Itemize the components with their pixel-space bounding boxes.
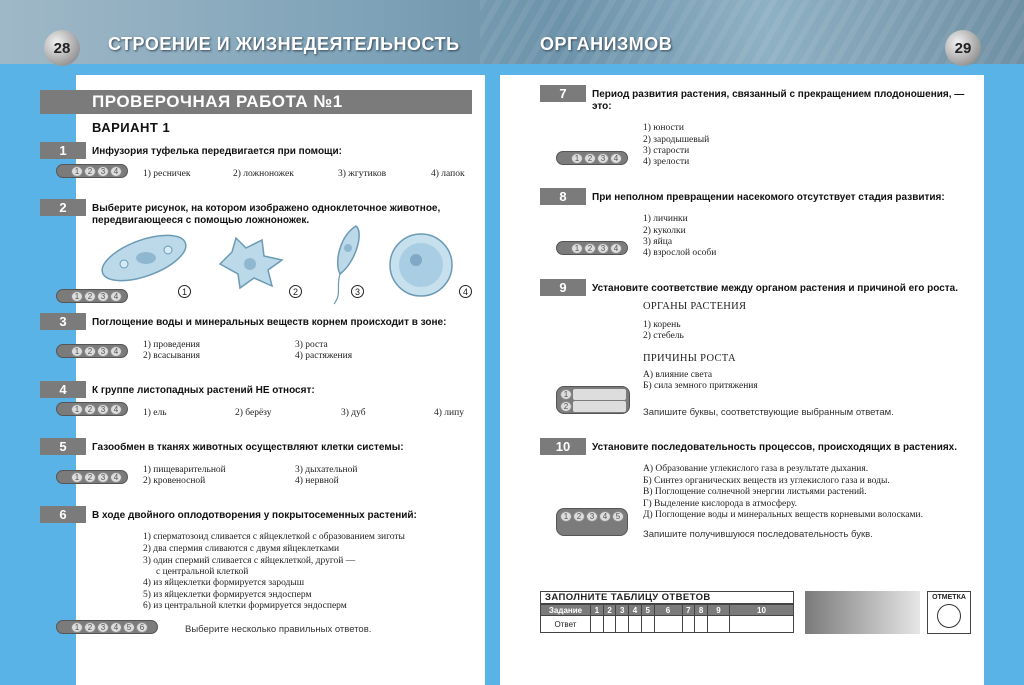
q4-option-3: 3) дуб: [341, 408, 366, 418]
answer-bubbles-q7[interactable]: [556, 151, 628, 165]
q6-note: Выберите несколько правильных ответов.: [185, 624, 372, 635]
q9-cause-a: А) влияние света: [643, 370, 713, 380]
q9-organ-1: 1) корень: [643, 320, 681, 330]
answer-table-col-8: 8: [695, 605, 708, 616]
q6-option-5: 5) из яйцеклетки формируется эндосперм: [143, 590, 312, 600]
question-8-text: При неполном превращении насекомого отсутствует стадия развития:: [592, 192, 945, 203]
answer-table-answer-label: Ответ: [541, 616, 591, 633]
sequence-slot[interactable]: 4: [599, 511, 611, 522]
bubble[interactable]: 4: [110, 291, 122, 302]
grade-box[interactable]: [927, 591, 971, 634]
bubble[interactable]: 1: [71, 291, 83, 302]
bubble[interactable]: 2: [584, 243, 596, 254]
question-7-text: Период развития растения, связанный с прекращением плодоношения, — это:: [592, 89, 965, 112]
pair-label-2: 2: [560, 401, 572, 412]
variant-label: ВАРИАНТ 1: [92, 120, 171, 135]
q7-option-2: 2) зародышевый: [643, 135, 710, 145]
q1-option-2: 2) ложноножек: [233, 169, 294, 179]
q1-option-3: 3) жгутиков: [338, 169, 387, 179]
q5-option-2: 2) кровеносной: [143, 476, 206, 486]
question-9-text: Установите соответствие между органом растения и причиной его роста.: [592, 283, 958, 294]
chapter-title-left: СТРОЕНИЕ И ЖИЗНЕДЕЯТЕЛЬНОСТЬ: [108, 34, 460, 54]
answer-table-title: ЗАПОЛНИТЕ ТАБЛИЦУ ОТВЕТОВ: [540, 591, 794, 604]
sequence-slot[interactable]: 3: [586, 511, 598, 522]
bubble[interactable]: 4: [110, 346, 122, 357]
q3-option-3: 3) роста: [295, 340, 328, 350]
test-title: ПРОВЕРОЧНАЯ РАБОТА №1: [40, 90, 472, 114]
answer-bubbles-q6[interactable]: [56, 620, 158, 634]
q8-option-2: 2) куколки: [643, 226, 686, 236]
answer-cell[interactable]: [641, 616, 654, 633]
q8-option-1: 1) личинки: [643, 214, 688, 224]
bubble[interactable]: 2: [84, 622, 96, 633]
answer-table-col-9: 9: [708, 605, 730, 616]
bubble[interactable]: 4: [110, 622, 122, 633]
question-number-10: 10: [540, 438, 586, 455]
q3-option-4: 4) растяжения: [295, 351, 353, 361]
answer-pairs-q9[interactable]: [556, 386, 630, 414]
picture-label-1: 1: [178, 285, 191, 298]
question-number-3: 3: [40, 313, 86, 330]
bubble[interactable]: 1: [71, 622, 83, 633]
answer-table: [540, 604, 794, 633]
bubble[interactable]: 3: [97, 404, 109, 415]
question-6-text: В ходе двойного оплодотворения у покрытосеменных растений:: [92, 510, 417, 521]
answer-bubbles-q1[interactable]: [56, 164, 128, 178]
q10-option-b: Б) Синтез органических веществ из углекислого газа и воды.: [643, 476, 890, 486]
answer-table-col-6: 6: [654, 605, 682, 616]
bubble[interactable]: 3: [97, 346, 109, 357]
sequence-slot[interactable]: 5: [612, 511, 624, 522]
pair-answer-field-1[interactable]: [573, 389, 626, 400]
question-number-8: 8: [540, 188, 586, 205]
amoeba-picture: [210, 234, 288, 290]
pair-answer-field-2[interactable]: [573, 401, 626, 412]
question-number-1: 1: [40, 142, 86, 159]
question-number-7: 7: [540, 85, 586, 102]
q3-option-2: 2) всасывания: [143, 351, 200, 361]
q9-causes-heading: ПРИЧИНЫ РОСТА: [643, 353, 736, 364]
question-number-4: 4: [40, 381, 86, 398]
q10-option-g: Г) Выделение кислорода в атмосферу.: [643, 499, 798, 509]
q3-option-1: 1) проведения: [143, 340, 200, 350]
grade-circle[interactable]: [937, 604, 961, 628]
q7-option-1: 1) юности: [643, 123, 684, 133]
bubble[interactable]: 6: [136, 622, 148, 633]
q6-option-3-cont: с центральной клеткой: [156, 567, 249, 577]
bubble[interactable]: 3: [97, 622, 109, 633]
q4-option-1: 1) ель: [143, 408, 167, 418]
q6-option-6: 6) из центральной клетки формируется эндосперм: [143, 601, 347, 611]
q8-option-3: 3) яйца: [643, 237, 673, 247]
answer-table-col-10: 10: [730, 605, 794, 616]
q4-option-4: 4) липу: [434, 408, 464, 418]
q9-note: Запишите буквы, соответствующие выбранным ответам.: [643, 407, 894, 418]
q5-option-4: 4) нервной: [295, 476, 339, 486]
q1-option-1: 1) ресничек: [143, 169, 191, 179]
bubble[interactable]: 3: [597, 243, 609, 254]
q8-option-4: 4) взрослой особи: [643, 248, 717, 258]
answer-cell[interactable]: [654, 616, 682, 633]
answer-cell[interactable]: [730, 616, 794, 633]
answer-cell[interactable]: [616, 616, 629, 633]
bubble[interactable]: 4: [110, 472, 122, 483]
answer-cell[interactable]: [591, 616, 604, 633]
q6-option-2: 2) два спермия сливаются с двумя яйцеклетками: [143, 544, 340, 554]
q10-note: Запишите получившуюся последовательность букв.: [643, 529, 873, 540]
answer-table-col-1: 1: [591, 605, 604, 616]
grade-gradient-strip: [805, 591, 920, 634]
q10-option-d: Д) Поглощение воды и минеральных веществ корневыми волосками.: [643, 510, 923, 520]
picture-label-3: 3: [351, 285, 364, 298]
q10-option-v: В) Поглощение солнечной энергии листьями растений.: [643, 487, 867, 497]
q10-option-a: А) Образование углекислого газа в результате дыхания.: [643, 464, 869, 474]
bubble[interactable]: 3: [97, 472, 109, 483]
question-1-text: Инфузория туфелька передвигается при помощи:: [92, 146, 342, 157]
answer-cell[interactable]: [708, 616, 730, 633]
picture-label-4: 4: [459, 285, 472, 298]
bubble[interactable]: 2: [84, 166, 96, 177]
bubble[interactable]: 2: [584, 153, 596, 164]
answer-bubbles-q3[interactable]: [56, 344, 128, 358]
pair-label-1: 1: [560, 389, 572, 400]
answer-cell[interactable]: [695, 616, 708, 633]
chapter-title-right: ОРГАНИЗМОВ: [540, 34, 673, 54]
right-page-number: 29: [945, 30, 981, 66]
q7-option-4: 4) зрелости: [643, 157, 690, 167]
answer-table-task-label: Задание: [541, 605, 591, 616]
q9-cause-b: Б) сила земного притяжения: [643, 381, 758, 391]
q1-option-4: 4) лапок: [431, 169, 465, 179]
question-4-text: К группе листопадных растений НЕ относят:: [92, 385, 315, 396]
bubble[interactable]: 2: [84, 291, 96, 302]
paramecium-picture: [96, 230, 192, 286]
volvox-picture: [386, 232, 456, 298]
answer-bubbles-q8[interactable]: [556, 241, 628, 255]
answer-bubbles-q2[interactable]: [56, 289, 128, 303]
question-5-text: Газообмен в тканях животных осуществляют клетки системы:: [92, 442, 404, 453]
question-number-6: 6: [40, 506, 86, 523]
answer-sequence-q10[interactable]: [556, 508, 628, 536]
answer-cell[interactable]: [603, 616, 616, 633]
bubble[interactable]: 1: [71, 404, 83, 415]
q4-option-2: 2) берёзу: [235, 408, 272, 418]
answer-table-col-7: 7: [682, 605, 695, 616]
q5-option-1: 1) пищеварительной: [143, 465, 226, 475]
question-2-text: Выберите рисунок, на котором изображено одноклеточное животное, передвигающееся с помощью ложноножек.: [92, 203, 441, 226]
bubble[interactable]: 4: [610, 153, 622, 164]
sequence-slot[interactable]: 1: [560, 511, 572, 522]
answer-cell[interactable]: [629, 616, 642, 633]
answer-table-col-2: 2: [603, 605, 616, 616]
bubble[interactable]: 2: [84, 472, 96, 483]
bubble[interactable]: 1: [571, 153, 583, 164]
bubble[interactable]: 5: [123, 622, 135, 633]
answer-cell[interactable]: [682, 616, 695, 633]
q6-option-3: 3) один спермий сливается с яйцеклеткой, другой —: [143, 556, 356, 566]
bubble[interactable]: 1: [71, 166, 83, 177]
answer-table-col-3: 3: [616, 605, 629, 616]
q9-organs-heading: ОРГАНЫ РАСТЕНИЯ: [643, 301, 747, 312]
q6-option-4: 4) из яйцеклетки формируется зародыш: [143, 578, 305, 588]
grade-label: ОТМЕТКА: [932, 594, 966, 601]
bubble[interactable]: 4: [610, 243, 622, 254]
bubble[interactable]: 3: [97, 166, 109, 177]
q9-organ-2: 2) стебель: [643, 331, 684, 341]
question-number-2: 2: [40, 199, 86, 216]
question-number-5: 5: [40, 438, 86, 455]
bubble[interactable]: 3: [97, 291, 109, 302]
bubble[interactable]: 2: [84, 404, 96, 415]
question-number-9: 9: [540, 279, 586, 296]
q6-option-1: 1) сперматозоид сливается с яйцеклеткой с образованием зиготы: [143, 532, 405, 542]
bubble[interactable]: 4: [110, 166, 122, 177]
question-10-text: Установите последовательность процессов, происходящих в растениях.: [592, 442, 958, 453]
bubble[interactable]: 3: [597, 153, 609, 164]
bubble[interactable]: 4: [110, 404, 122, 415]
answer-bubbles-q5[interactable]: [56, 470, 128, 484]
answer-bubbles-q4[interactable]: [56, 402, 128, 416]
bubble[interactable]: 1: [571, 243, 583, 254]
picture-label-2: 2: [289, 285, 302, 298]
bubble[interactable]: 1: [71, 346, 83, 357]
q5-option-3: 3) дыхательной: [295, 465, 358, 475]
answer-table-col-5: 5: [641, 605, 654, 616]
bubble[interactable]: 2: [84, 346, 96, 357]
bubble[interactable]: 1: [71, 472, 83, 483]
left-page-number: 28: [44, 30, 80, 66]
answer-table-col-4: 4: [629, 605, 642, 616]
sequence-slot[interactable]: 2: [573, 511, 585, 522]
q7-option-3: 3) старости: [643, 146, 690, 156]
question-3-text: Поглощение воды и минеральных веществ корнем происходит в зоне:: [92, 317, 447, 328]
